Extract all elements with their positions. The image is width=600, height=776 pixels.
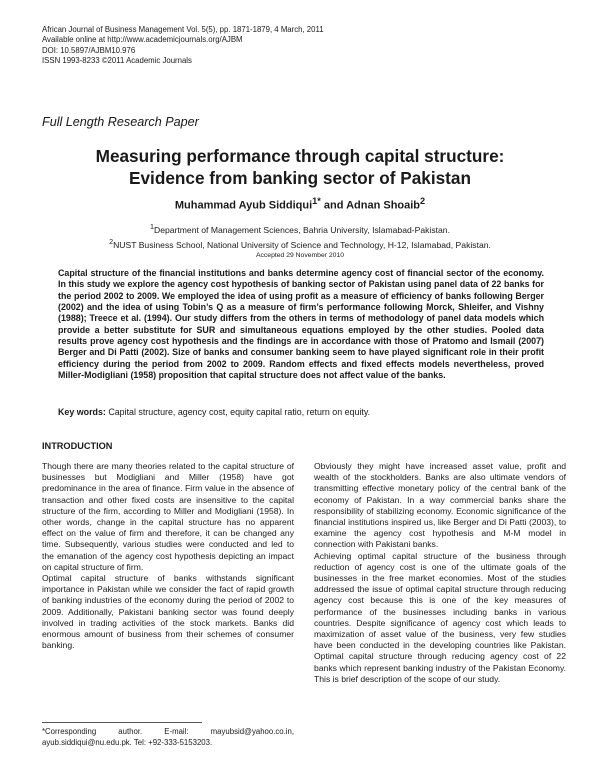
- affiliation-2: [20, 236, 580, 251]
- affiliation-2-text: NUST Business School, National University of Science and Technology, H-12, Islamabad, Pakistan.: [113, 240, 491, 251]
- journal-issn: ISSN 1993-8233 ©2011 Academic Journals: [42, 56, 192, 66]
- affiliation-1: [20, 221, 580, 236]
- author-2: Adnan Shoaib: [346, 199, 421, 212]
- journal-citation: African Journal of Business Management Vol. 5(5), pp. 1871-1879, 4 March, 2011: [42, 25, 324, 34]
- author-list: [20, 196, 580, 212]
- title-line-2: Evidence from banking sector of Pakistan: [129, 168, 471, 188]
- keywords: [58, 407, 544, 417]
- title-line-1: Measuring performance through capital structure:: [95, 146, 505, 166]
- paper-title: [20, 145, 580, 189]
- affiliations: [20, 221, 580, 252]
- section-heading: INTRODUCTION: [42, 441, 113, 451]
- accepted-date: Accepted 29 November 2010: [255, 252, 345, 259]
- keywords-text: Capital structure, agency cost, equity capital ratio, return on equity.: [108, 407, 371, 417]
- author-separator: and: [320, 199, 347, 212]
- keywords-label: Key words:: [58, 407, 106, 417]
- body-column-right: Obviously they might have increased asset value, profit and wealth of the stockholders. Banks are also ultimate vendors of transmitting effective monetary policy of the central bank of the economy of Pakistan. In a way commercial banks share the responsibility of stabilizing economy. Economic significance of the financial institutions inspired us, like Berger and Di Patti (2003), to examine the agency cost hypothesis and M-M model in connection with Pakistani banks. Achieving optimal capital structure of the business through reduction of agency cost is one of the ultimate goals of the businesses in the free market economies. Most of the studies addressed the issue of optimal capital structure through reducing agency cost because this is one of the key measures of performance of the businesses including banks in various countries. Despite significance of agency cost which leads to maximization of asset value of the business, very few studies have been conducted in the developing countries like Pakistan. Optimal capital structure through reducing agency cost of 22 banks which represent banking industry of the Pakistan Economy. This is brief description of the scope of our study.: [314, 461, 566, 684]
- body-column-left: Though there are many theories related to the capital structure of businesses but Modigliani and Miller (1958) have got predominance in the area of finance. Firm value in the absence of transaction and other fixed costs are insensitive to the capital structure of the firm, according to Miller and Modigliani (1958). In other words, change in the capital structure has no apparent effect on the value of firm and therefore, it can be changed any time. Subsequently, various studies were conducted and led to the emanation of the agency cost hypothesis depicting an impact on capital structure of firm. Optimal capital structure of banks withstands significant importance in Pakistan while we consider the fact of rapid growth of banking industries of the economy during the period of 2002 to 2009. Additionally, Pakistani banking sector was found deeply involved in trading activities of the stock markets. Banks did enormous amount of business from their schemes of consumer banking.: [42, 461, 294, 651]
- abstract: Capital structure of the financial institutions and banks determine agency cost of financial sector of the economy. In this study we explore the agency cost hypothesis of banking sector of Pakistan using panel data of 22 banks for the period 2002 to 2009. We employed the idea of using profit as a measure of efficiency of banks following Berger (2002) and the idea of using Tobin’s Q as a measure of firm’s performance following Morck, Shleifer, and Vishny (1988); Treece et al. (1994). Our study differs from the others in terms of methodology of panel data models which provide a better substitute for SUR and simultaneous equations employed by the other studies. Pooled data results prove agency cost hypothesis and the findings are in accordance with those of Pratomo and Ismail (2007) Berger and Di Patti (2002). Size of banks and consumer banking seem to have played significant role in their profit efficiency during the period from 2002 to 2009. Random effects and fixed effects models nevertheless, proved Miller-Modigliani (1958) proposition that capital structure does not affect value of the banks.: [58, 268, 544, 381]
- journal-doi: DOI: 10.5897/AJBM10.976: [42, 45, 136, 55]
- journal-url: Available online at http://www.academicjournals.org/AJBM: [42, 35, 243, 45]
- affiliation-2-marker: 2: [109, 238, 114, 247]
- author-1: Muhammad Ayub Siddiqui: [174, 199, 313, 212]
- affiliation-1-marker: 1: [150, 223, 154, 231]
- author-2-marker: 2: [420, 196, 426, 206]
- author-1-marker: 1*: [312, 196, 321, 206]
- article-type: Full Length Research Paper: [42, 115, 199, 129]
- footnote-divider: [42, 722, 202, 723]
- journal-header: [42, 25, 324, 67]
- corresponding-author-footnote: *Corresponding author. E-mail: mayubsid@yahoo.co.in, ayub.siddiqui@nu.edu.pk. Tel: +92-333-5153203.: [42, 727, 294, 747]
- affiliation-1-text: Department of Management Sciences, Bahria University, Islamabad-Pakistan.: [153, 224, 450, 235]
